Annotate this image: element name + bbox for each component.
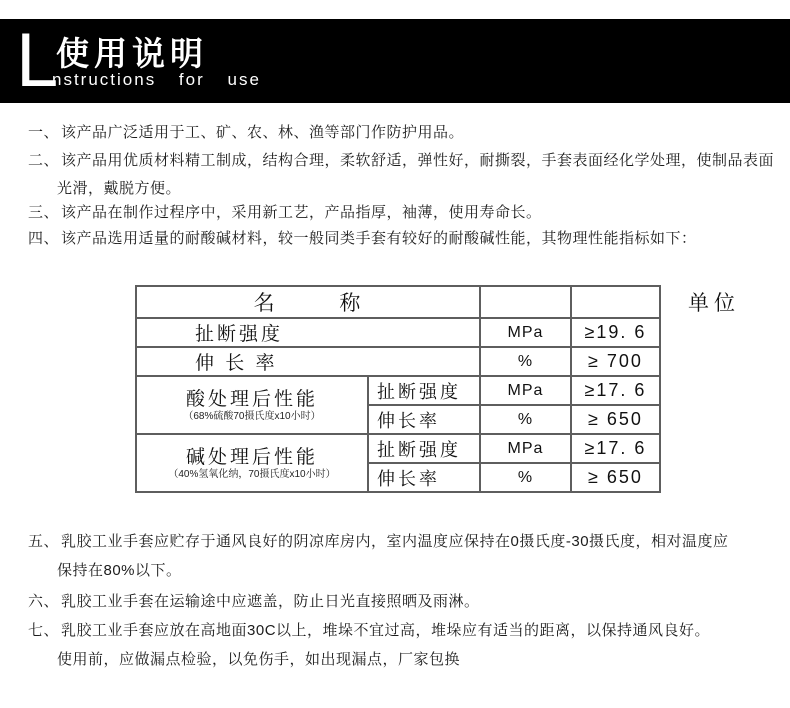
unit-cell: MPa — [480, 434, 571, 463]
intro-item-4 — [28, 227, 697, 248]
intro-item-2 — [28, 149, 774, 170]
property-name-cell: 伸长率 — [368, 405, 480, 434]
group-alkali-cell — [136, 434, 368, 492]
value-cell: ≥ 700 — [571, 347, 660, 376]
item-text: 光滑，戴脱方便。 — [57, 180, 182, 197]
item-text: 乳胶工业手套应贮存于通风良好的阴凉库房内，室内温度应保持在0摄氏度-30摄氏度，相对温度应 — [61, 533, 729, 550]
item-number: 二、 — [28, 152, 60, 169]
page-subtitle-en: nstructions for use — [52, 70, 261, 89]
group-acid-cell — [136, 376, 368, 434]
property-name-cell: 扯断强度 — [136, 318, 480, 347]
outro-item-5-cont — [57, 559, 182, 580]
outro-item-7 — [28, 619, 710, 640]
outro-item-5 — [28, 530, 729, 551]
table-row — [136, 434, 660, 463]
item-text: 乳胶工业手套在运输途中应遮盖，防止日光直接照晒及雨淋。 — [61, 593, 480, 610]
property-name-cell: 伸 长 率 — [136, 347, 480, 376]
page-title: 使用说明 — [56, 35, 208, 72]
value-cell: ≥19. 6 — [571, 318, 660, 347]
item-number: 五、 — [28, 533, 60, 550]
header-value-cell — [571, 286, 660, 318]
unit-column-heading: 单位 — [688, 292, 740, 315]
property-name-cell: 扯断强度 — [368, 376, 480, 405]
property-name-cell: 伸长率 — [368, 463, 480, 492]
header-name-cell: 名 称 — [136, 286, 480, 318]
intro-item-2-cont — [57, 177, 181, 198]
unit-cell: % — [480, 405, 571, 434]
intro-item-3 — [28, 201, 542, 222]
table-row — [136, 376, 660, 405]
unit-cell: % — [480, 347, 571, 376]
unit-cell: MPa — [480, 376, 571, 405]
item-number: 七、 — [28, 622, 60, 639]
table-row — [136, 318, 660, 347]
item-text: 该产品在制作过程序中，采用新工艺，产品指厚，袖薄，使用寿命长。 — [61, 204, 542, 221]
value-cell: ≥17. 6 — [571, 434, 660, 463]
unit-cell: MPa — [480, 318, 571, 347]
banner-drop-cap: L — [16, 18, 59, 103]
item-number: 一、 — [28, 124, 60, 141]
item-text: 该产品广泛适用于工、矿、农、林、渔等部门作防护用品。 — [61, 124, 465, 141]
item-text: 该产品用优质材料精工制成，结构合理，柔软舒适，弹性好，耐撕裂，手套表面经化学处理，使制品表面 — [61, 152, 775, 169]
item-text: 使用前，应做漏点检验，以免伤手，如出现漏点，厂家包换 — [57, 651, 461, 668]
table-row-header — [136, 286, 660, 318]
outro-item-7-cont — [57, 648, 460, 669]
value-cell: ≥ 650 — [571, 463, 660, 492]
physical-properties-table — [135, 285, 661, 493]
group-title: 碱处理后性能 — [185, 447, 318, 468]
item-number: 六、 — [28, 593, 60, 610]
title-banner — [0, 19, 790, 103]
table-row — [136, 347, 660, 376]
item-number: 四、 — [28, 230, 60, 247]
property-name-cell: 扯断强度 — [368, 434, 480, 463]
group-subtitle: （40%氢氧化纳，70摄氏度x10小时） — [168, 469, 336, 480]
unit-cell: % — [480, 463, 571, 492]
item-number: 三、 — [28, 204, 60, 221]
outro-item-6 — [28, 590, 480, 611]
header-unit-cell — [480, 286, 571, 318]
value-cell: ≥17. 6 — [571, 376, 660, 405]
group-title: 酸处理后性能 — [185, 389, 318, 410]
item-text: 该产品选用适量的耐酸碱材料，较一般同类手套有较好的耐酸碱性能，其物理性能指标如下： — [61, 230, 697, 247]
intro-item-1 — [28, 121, 464, 142]
value-cell: ≥ 650 — [571, 405, 660, 434]
item-text: 乳胶工业手套应放在高地面30C以上，堆垛不宜过高，堆垛应有适当的距离，以保持通风良好。 — [61, 622, 711, 639]
item-text: 保持在80%以下。 — [57, 562, 182, 579]
group-subtitle: （68%硫酸70摄氏度x10小时） — [183, 411, 321, 422]
